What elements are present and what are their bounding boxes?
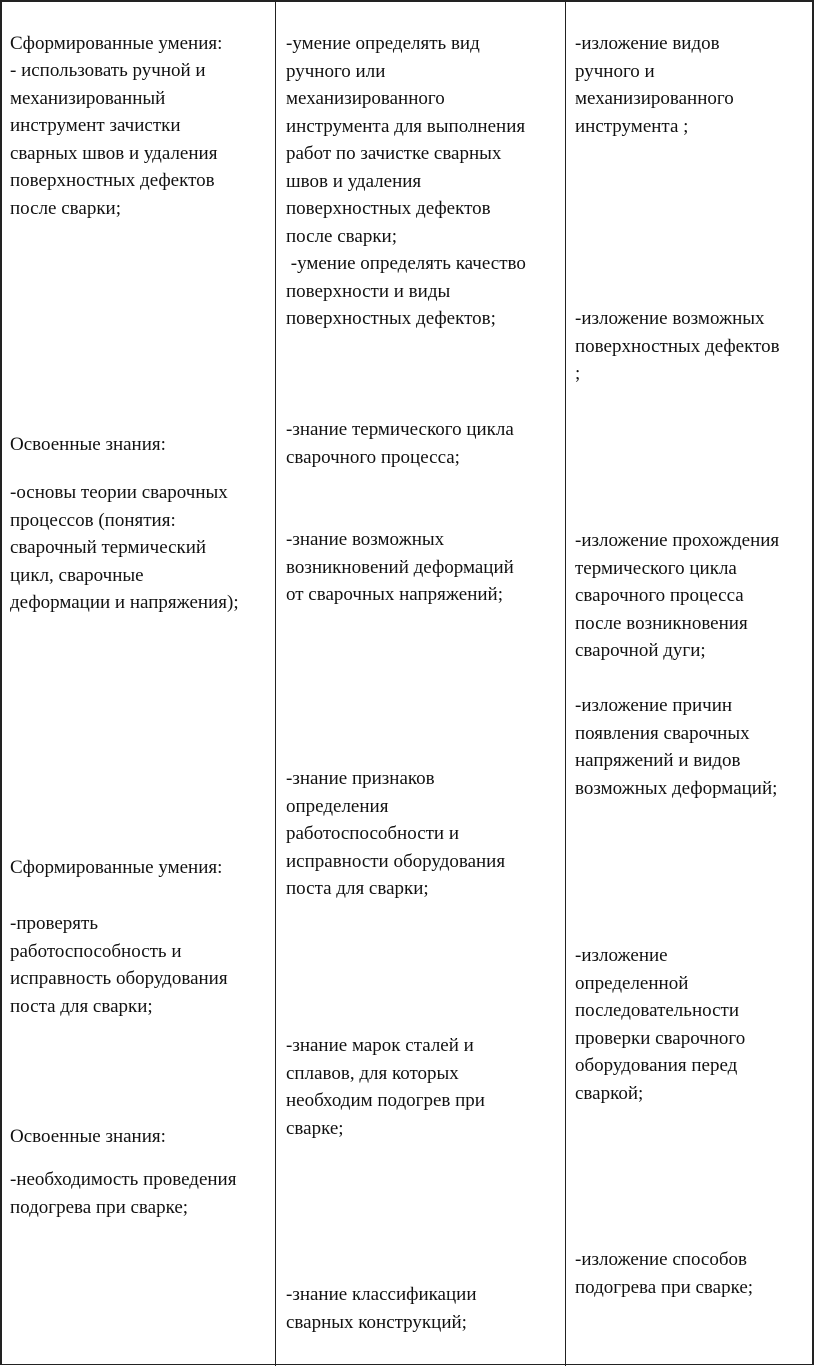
knowledge-item: -необходимость проведения подогрева при сварке; bbox=[10, 1169, 237, 1218]
skills-heading: Сформированные умения: bbox=[10, 857, 223, 878]
criterion-item: -изложение возможных поверхностных дефектов ; bbox=[575, 308, 780, 384]
column-divider-1 bbox=[275, 0, 276, 1366]
indicator-item: -знание признаков определения работоспособности и исправности оборудования поста для сварки; bbox=[286, 768, 506, 899]
column-divider-2 bbox=[565, 0, 566, 1366]
indicator-item: -знание возможных возникновений деформаций от сварочных напряжений; bbox=[286, 529, 514, 605]
knowledge-heading: Освоенные знания: bbox=[10, 1126, 166, 1147]
criterion-item: -изложение способов подогрева при сварке; bbox=[575, 1249, 754, 1298]
indicator-item: -умение определять вид ручного или механизированного инструмента для выполнения работ по зачистке сварных швов и удаления поверхностных дефектов после сварки; bbox=[286, 33, 526, 247]
indicator-item: -знание марок сталей и сплавов, для которых необходим подогрев при сварке; bbox=[286, 1035, 485, 1139]
criterion-item: -изложение прохождения термического цикла сварочного процесса после возникновения сварочной дуги; bbox=[575, 530, 780, 661]
skills-item: -проверять работоспособность и исправность оборудования поста для сварки; bbox=[10, 913, 228, 1017]
skills-item: - использовать ручной и механизированный инструмент зачистки сварных швов и удаления поверхностных дефектов после сварки; bbox=[10, 60, 218, 219]
criterion-item: -изложение определенной последовательности проверки сварочного оборудования перед сваркой; bbox=[575, 945, 746, 1104]
criterion-item: -изложение видов ручного и механизированного инструмента ; bbox=[575, 33, 734, 137]
skills-heading: Сформированные умения: bbox=[10, 33, 223, 54]
criterion-item: -изложение причин появления сварочных напряжений и видов возможных деформаций; bbox=[575, 695, 778, 799]
indicator-item: -знание термического цикла сварочного процесса; bbox=[286, 419, 514, 468]
knowledge-item: -основы теории сварочных процессов (понятия: сварочный термический цикл, сварочные деформации и напряжения); bbox=[10, 482, 239, 613]
indicator-item: -знание классификации сварных конструкций; bbox=[286, 1284, 477, 1333]
knowledge-heading: Освоенные знания: bbox=[10, 434, 166, 455]
indicator-item: -умение определять качество поверхности и виды поверхностных дефектов; bbox=[286, 253, 526, 329]
